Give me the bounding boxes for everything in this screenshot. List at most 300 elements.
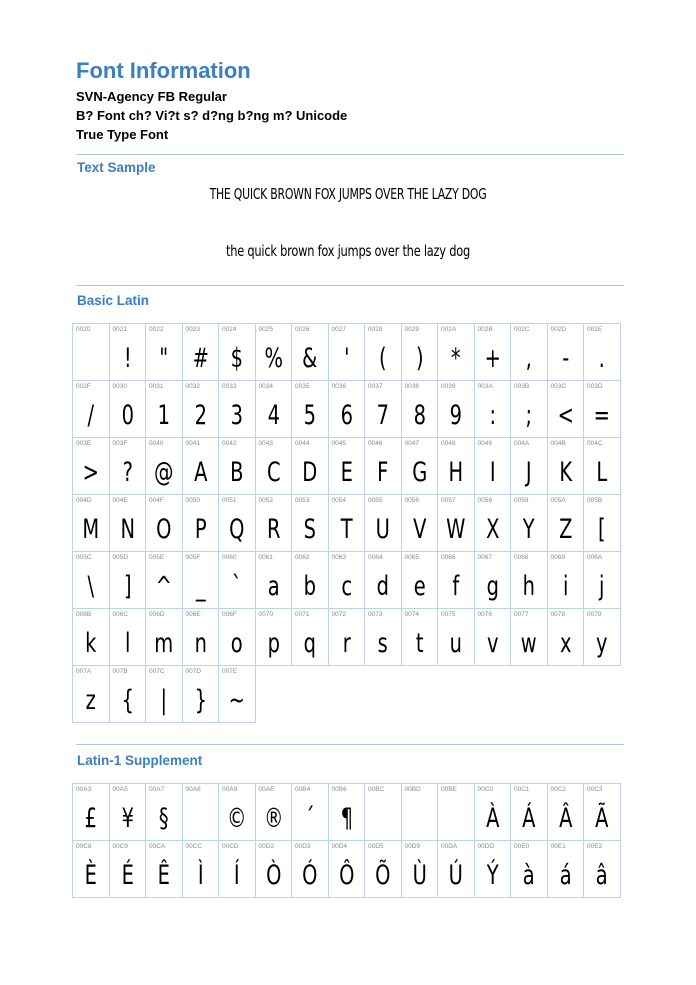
glyph-cell — [475, 609, 512, 666]
glyph-cell — [219, 552, 256, 609]
glyph-cell — [292, 609, 329, 666]
glyph-char: s — [377, 628, 388, 659]
glyph-cell — [511, 841, 548, 898]
glyph-code: 0065 — [404, 554, 419, 561]
glyph-code: 0074 — [404, 611, 419, 618]
glyph-cell — [475, 552, 512, 609]
glyph-cell — [110, 438, 147, 495]
glyph-code: 0059 — [514, 497, 529, 504]
glyph-code: 006A — [587, 554, 603, 561]
glyph-char: x — [559, 628, 571, 659]
glyph-code: 005E — [149, 554, 165, 561]
glyph-code: 0020 — [76, 326, 91, 333]
glyph-code: 0024 — [222, 326, 237, 333]
glyph-cell — [73, 495, 110, 552]
glyph-char: e — [413, 571, 426, 602]
glyph-char: m — [154, 628, 174, 659]
glyph-char: 0 — [121, 400, 134, 431]
glyph-char: B — [230, 457, 244, 488]
glyph-cell — [475, 324, 512, 381]
glyph-char: D — [302, 457, 318, 488]
glyph-code: 004B — [550, 440, 566, 447]
glyph-code: 004A — [514, 440, 530, 447]
glyph-char: n — [194, 628, 207, 659]
glyph-code: 0029 — [404, 326, 419, 333]
glyph-char: , — [525, 343, 532, 374]
glyph-code: 005D — [112, 554, 129, 561]
glyph-code: 00A8 — [185, 786, 201, 793]
glyph-code: 004F — [149, 497, 164, 504]
glyph-cell — [548, 495, 585, 552]
glyph-cell — [146, 381, 183, 438]
glyph-cell — [329, 841, 366, 898]
glyph-code: 00E2 — [587, 843, 603, 850]
glyph-char: ? — [122, 457, 133, 488]
glyph-cell — [584, 609, 621, 666]
glyph-code: 0038 — [404, 383, 419, 390]
glyph-code: 003C — [550, 383, 567, 390]
glyph-char: ´ — [304, 803, 315, 834]
glyph-cell — [475, 841, 512, 898]
glyph-cell — [73, 841, 110, 898]
glyph-char: L — [596, 457, 608, 488]
glyph-code: 0072 — [331, 611, 346, 618]
glyph-char: â — [595, 860, 608, 891]
glyph-cell — [548, 381, 585, 438]
glyph-cell — [292, 841, 329, 898]
glyph-cell — [110, 841, 147, 898]
glyph-code: 0060 — [222, 554, 237, 561]
glyph-code: 00C8 — [76, 843, 92, 850]
glyph-cell — [256, 552, 293, 609]
glyph-cell — [183, 495, 220, 552]
glyph-cell — [438, 784, 475, 841]
glyph-char: a — [267, 571, 280, 602]
glyph-char: O — [156, 514, 172, 545]
glyph-code: 0046 — [368, 440, 383, 447]
glyph-cell — [548, 609, 585, 666]
glyph-char: z — [85, 685, 96, 716]
glyph-cell — [183, 784, 220, 841]
glyph-code: 0039 — [441, 383, 456, 390]
glyph-code: 0021 — [112, 326, 127, 333]
glyph-cell — [584, 381, 621, 438]
glyph-code: 003E — [76, 440, 92, 447]
glyph-cell — [183, 324, 220, 381]
glyph-code: 0076 — [477, 611, 492, 618]
glyph-cell — [548, 841, 585, 898]
glyph-cell — [219, 609, 256, 666]
glyph-code: 00D5 — [368, 843, 384, 850]
glyph-cell — [292, 324, 329, 381]
text-sample-heading: Text Sample — [77, 160, 156, 175]
glyph-cell — [110, 381, 147, 438]
glyph-code: 007E — [222, 668, 238, 675]
glyph-cell — [146, 841, 183, 898]
glyph-cell — [365, 495, 402, 552]
glyph-cell — [584, 784, 621, 841]
glyph-code: 0075 — [441, 611, 456, 618]
glyph-cell — [584, 495, 621, 552]
glyph-cell — [402, 495, 439, 552]
basic-latin-heading: Basic Latin — [77, 293, 150, 308]
glyph-char: Ò — [265, 860, 281, 891]
glyph-char: X — [485, 514, 499, 545]
glyph-cell — [256, 381, 293, 438]
glyph-cell — [256, 324, 293, 381]
glyph-char: 2 — [194, 400, 207, 431]
glyph-cell — [329, 324, 366, 381]
glyph-code: 0047 — [404, 440, 419, 447]
glyph-cell — [110, 552, 147, 609]
glyph-cell — [438, 609, 475, 666]
glyph-char: * — [450, 343, 461, 374]
glyph-cell — [329, 438, 366, 495]
glyph-cell — [402, 609, 439, 666]
glyph-cell — [475, 381, 512, 438]
glyph-char: á — [559, 860, 572, 891]
glyph-cell — [365, 841, 402, 898]
glyph-char: % — [264, 343, 283, 374]
glyph-code: 0066 — [441, 554, 456, 561]
glyph-char: G — [411, 457, 427, 488]
glyph-cell — [329, 784, 366, 841]
glyph-char: & — [302, 343, 318, 374]
glyph-cell — [146, 784, 183, 841]
glyph-code: 00C9 — [112, 843, 129, 850]
latin1-supplement-heading: Latin-1 Supplement — [77, 753, 203, 768]
glyph-cell — [73, 784, 110, 841]
glyph-char: Ù — [412, 860, 427, 891]
glyph-cell — [548, 438, 585, 495]
glyph-char: j — [599, 571, 605, 602]
glyph-char: F — [377, 457, 389, 488]
glyph-cell — [146, 666, 183, 723]
glyph-cell — [73, 381, 110, 438]
glyph-code: 0035 — [295, 383, 310, 390]
glyph-cell — [110, 495, 147, 552]
basic-latin-grid — [72, 323, 621, 723]
glyph-code: 0078 — [550, 611, 565, 618]
glyph-char: . — [598, 343, 605, 374]
glyph-char: + — [484, 343, 501, 374]
glyph-code: 00A5 — [112, 786, 128, 793]
glyph-char: ( — [378, 343, 387, 374]
glyph-cell — [402, 324, 439, 381]
glyph-char: Ý — [486, 860, 499, 891]
glyph-char: - — [561, 343, 569, 374]
glyph-cell — [548, 784, 585, 841]
font-type: True Type Font — [76, 127, 169, 142]
glyph-cell — [256, 841, 293, 898]
glyph-code: 00A7 — [149, 786, 165, 793]
glyph-code: 0033 — [222, 383, 237, 390]
glyph-code: 00DD — [477, 843, 495, 850]
glyph-char: ! — [123, 343, 132, 374]
glyph-char: E — [340, 457, 353, 488]
glyph-code: 002E — [587, 326, 603, 333]
glyph-cell — [73, 666, 110, 723]
glyph-code: 005B — [587, 497, 603, 504]
glyph-cell — [548, 552, 585, 609]
page-title: Font Information — [76, 58, 251, 83]
glyph-cell — [219, 841, 256, 898]
divider — [76, 744, 624, 745]
glyph-code: 0043 — [258, 440, 273, 447]
glyph-code: 00D9 — [404, 843, 421, 850]
glyph-code: 0053 — [295, 497, 310, 504]
glyph-char: R — [266, 514, 280, 545]
divider — [76, 154, 624, 155]
glyph-code: 003B — [514, 383, 530, 390]
glyph-char: _ — [195, 571, 206, 602]
glyph-code: 00C0 — [477, 786, 494, 793]
glyph-code: 006C — [112, 611, 129, 618]
glyph-cell — [219, 784, 256, 841]
glyph-cell — [329, 609, 366, 666]
latin1-supplement-grid — [72, 783, 621, 898]
glyph-cell — [584, 324, 621, 381]
glyph-cell — [511, 784, 548, 841]
glyph-cell — [256, 438, 293, 495]
glyph-char: 7 — [376, 400, 389, 431]
glyph-cell — [292, 784, 329, 841]
glyph-cell — [110, 324, 147, 381]
glyph-cell — [475, 438, 512, 495]
glyph-char: W — [446, 514, 466, 545]
glyph-code: 003F — [112, 440, 128, 447]
glyph-code: 005A — [550, 497, 566, 504]
glyph-cell — [329, 552, 366, 609]
glyph-char: : — [488, 400, 496, 431]
glyph-cell — [292, 495, 329, 552]
glyph-code: 0070 — [258, 611, 273, 618]
glyph-code: 007A — [76, 668, 92, 675]
glyph-code: 0045 — [331, 440, 346, 447]
glyph-cell — [511, 438, 548, 495]
glyph-code: 007C — [149, 668, 165, 675]
glyph-char: M — [82, 514, 100, 545]
glyph-cell — [110, 609, 147, 666]
glyph-cell — [365, 609, 402, 666]
glyph-char: 5 — [303, 400, 316, 431]
glyph-char: [ — [597, 514, 606, 545]
glyph-char: È — [84, 860, 97, 891]
glyph-char: 3 — [230, 400, 243, 431]
glyph-cell — [256, 495, 293, 552]
glyph-code: 0034 — [258, 383, 273, 390]
glyph-char: H — [448, 457, 464, 488]
glyph-cell — [146, 438, 183, 495]
glyph-char: l — [124, 628, 130, 659]
glyph-char: < — [557, 400, 574, 431]
glyph-cell — [183, 381, 220, 438]
glyph-cell — [256, 784, 293, 841]
glyph-code: 00A9 — [222, 786, 238, 793]
glyph-char: Ì — [197, 860, 204, 891]
glyph-char: ^ — [155, 571, 172, 602]
glyph-cell — [402, 552, 439, 609]
glyph-char: Ô — [338, 860, 354, 891]
glyph-cell — [584, 841, 621, 898]
glyph-code: 003D — [587, 383, 603, 390]
glyph-cell — [292, 552, 329, 609]
glyph-code: 0028 — [368, 326, 383, 333]
glyph-char: 1 — [157, 400, 170, 431]
glyph-char: ] — [123, 571, 132, 602]
glyph-code: 0031 — [149, 383, 164, 390]
glyph-cell — [146, 495, 183, 552]
glyph-cell — [402, 784, 439, 841]
glyph-code: 0041 — [185, 440, 200, 447]
glyph-char: £ — [84, 803, 97, 834]
glyph-code: 0048 — [441, 440, 456, 447]
glyph-code: 006B — [76, 611, 92, 618]
glyph-cell — [219, 324, 256, 381]
glyph-cell — [438, 552, 475, 609]
glyph-code: 00D3 — [295, 843, 311, 850]
glyph-cell — [511, 381, 548, 438]
glyph-code: 00CC — [185, 843, 203, 850]
glyph-char: q — [303, 628, 316, 659]
glyph-code: 0064 — [368, 554, 383, 561]
glyph-code: 0079 — [587, 611, 602, 618]
glyph-code: 00D2 — [258, 843, 275, 850]
glyph-char: P — [194, 514, 207, 545]
glyph-cell — [511, 552, 548, 609]
glyph-code: 00B6 — [331, 786, 347, 793]
glyph-code: 0069 — [550, 554, 565, 561]
glyph-char: | — [160, 685, 168, 716]
glyph-char: C — [266, 457, 281, 488]
glyph-code: 00B4 — [295, 786, 311, 793]
glyph-cell — [146, 324, 183, 381]
glyph-code: 0062 — [295, 554, 310, 561]
glyph-char: w — [520, 628, 537, 659]
glyph-char: Ó — [302, 860, 318, 891]
glyph-char: ; — [525, 400, 533, 431]
glyph-cell — [438, 324, 475, 381]
glyph-char: Y — [522, 514, 535, 545]
glyph-char: ~ — [228, 685, 245, 716]
glyph-cell — [511, 609, 548, 666]
glyph-code: 004E — [112, 497, 128, 504]
glyph-code: 0055 — [368, 497, 383, 504]
glyph-char: f — [452, 571, 460, 602]
glyph-code: 0054 — [331, 497, 346, 504]
glyph-char: Â — [558, 803, 572, 834]
glyph-char: = — [593, 400, 610, 431]
glyph-char: } — [194, 685, 207, 716]
glyph-char: o — [230, 628, 243, 659]
glyph-char: @ — [154, 457, 174, 488]
glyph-code: 0022 — [149, 326, 164, 333]
glyph-char: { — [121, 685, 134, 716]
glyph-char: ) — [415, 343, 424, 374]
glyph-cell — [438, 381, 475, 438]
glyph-code: 0030 — [112, 383, 127, 390]
glyph-code: 0044 — [295, 440, 310, 447]
glyph-char: h — [522, 571, 535, 602]
glyph-code: 007B — [112, 668, 128, 675]
glyph-cell — [183, 841, 220, 898]
glyph-code: 0068 — [514, 554, 529, 561]
glyph-code: 003A — [477, 383, 493, 390]
glyph-cell — [548, 324, 585, 381]
glyph-char: N — [119, 514, 135, 545]
glyph-code: 00A3 — [76, 786, 92, 793]
glyph-cell — [219, 381, 256, 438]
glyph-char: t — [415, 628, 424, 659]
glyph-code: 0063 — [331, 554, 346, 561]
glyph-code: 00BE — [441, 786, 457, 793]
glyph-char: # — [192, 343, 209, 374]
glyph-cell — [475, 495, 512, 552]
lowercase-sample: the quick brown fox jumps over the lazy dog — [225, 242, 471, 260]
glyph-code: 00DA — [441, 843, 458, 850]
glyph-char: I — [489, 457, 496, 488]
glyph-code: 00C2 — [550, 786, 567, 793]
glyph-char: > — [82, 457, 99, 488]
glyph-code: 0056 — [404, 497, 419, 504]
glyph-code: 0077 — [514, 611, 529, 618]
glyph-code: 005F — [185, 554, 201, 561]
glyph-char: Ú — [448, 860, 463, 891]
glyph-cell — [73, 609, 110, 666]
font-name: SVN-Agency FB Regular — [76, 89, 227, 104]
glyph-code: 0052 — [258, 497, 273, 504]
glyph-code: 00C1 — [514, 786, 530, 793]
glyph-code: 00CD — [222, 843, 239, 850]
glyph-char: u — [449, 628, 462, 659]
glyph-cell — [511, 324, 548, 381]
glyph-cell — [365, 324, 402, 381]
glyph-code: 006F — [222, 611, 237, 618]
glyph-cell — [365, 552, 402, 609]
glyph-code: 0026 — [295, 326, 310, 333]
glyph-code: 0050 — [185, 497, 200, 504]
glyph-code: 00AE — [258, 786, 275, 793]
glyph-cell — [584, 438, 621, 495]
glyph-char: Ê — [157, 860, 170, 891]
glyph-code: 00CA — [149, 843, 166, 850]
glyph-char: U — [375, 514, 390, 545]
glyph-cell — [329, 495, 366, 552]
glyph-cell — [183, 609, 220, 666]
glyph-cell — [73, 552, 110, 609]
glyph-cell — [475, 784, 512, 841]
glyph-char: À — [485, 803, 499, 834]
glyph-code: 0032 — [185, 383, 200, 390]
glyph-code: 0071 — [295, 611, 310, 618]
glyph-char: ¶ — [340, 803, 353, 834]
glyph-code: 002D — [550, 326, 567, 333]
glyph-char: K — [558, 457, 572, 488]
glyph-code: 004C — [587, 440, 603, 447]
glyph-char: ® — [263, 803, 283, 834]
glyph-char: g — [486, 571, 499, 602]
uppercase-sample: THE QUICK BROWN FOX JUMPS OVER THE LAZY DOG — [209, 185, 487, 203]
glyph-char: © — [227, 803, 247, 834]
glyph-char: v — [486, 628, 498, 659]
glyph-char: ' — [343, 343, 349, 374]
glyph-cell — [219, 438, 256, 495]
glyph-cell — [365, 438, 402, 495]
glyph-char: V — [412, 514, 426, 545]
glyph-code: 0067 — [477, 554, 492, 561]
divider — [76, 285, 624, 286]
glyph-char: $ — [230, 343, 243, 374]
